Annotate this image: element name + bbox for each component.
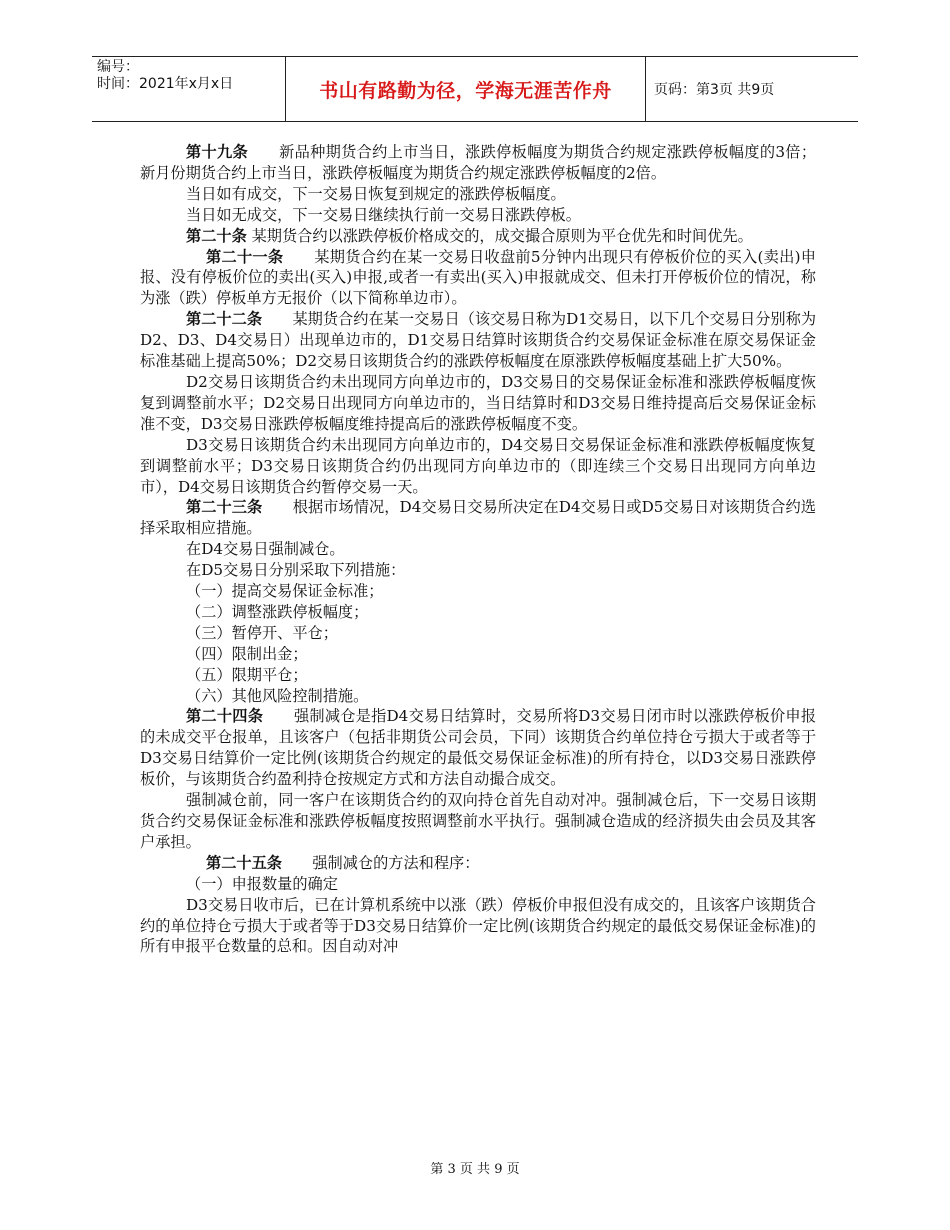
paragraph-text: 某期货合约在某一交易日（该交易日称为D1交易日，以下几个交易日分别称为D2、D3、D4交易日）出现单边市的，D1交易日结算时该期货合约交易保证金标准在原交易保证金标准基础上提高50%；D2交易日该期货合约的涨跌停板幅度在原涨跌停板幅度基础上扩大50%。 (140, 310, 817, 371)
paragraph-text: 当日如无成交，下一交易日继续执行前一交易日涨跌停板。 (186, 205, 581, 224)
paragraph-text: （一）提高交易保证金标准； (186, 582, 384, 601)
paragraph-text: 在D5交易日分别采取下列措施： (186, 561, 406, 580)
header-page-info: 页码：第3页 共9页 (654, 82, 775, 98)
body-paragraph (140, 560, 816, 581)
body-paragraph (140, 623, 816, 644)
body-paragraph (140, 665, 816, 686)
article-number: 第二十三条 (186, 498, 263, 517)
paragraph-text: 强制减仓前，同一客户在该期货合约的双向持仓首先自动对冲。强制减仓后，下一交易日该期货合约交易保证金标准和涨跌停板幅度按照调整前水平执行。强制减仓造成的经济损失由会员及其客户承担。 (140, 791, 816, 851)
article-paragraph (140, 142, 816, 184)
paragraph-text: （一）申报数量的确定 (186, 874, 338, 893)
article-paragraph (140, 309, 816, 372)
page-footer: 第 3 页 共 9 页 (430, 1162, 520, 1177)
paragraph-text: 根据市场情况，D4交易日交易所决定在D4交易日或D5交易日对该期货合约选择采取相应措施。 (140, 498, 816, 538)
body-paragraph (140, 184, 816, 205)
paragraph-text: 强制减仓的方法和程序： (281, 853, 480, 872)
body-paragraph (140, 539, 816, 560)
article-paragraph (140, 226, 816, 247)
paragraph-text: （二）调整涨跌停板幅度； (186, 602, 369, 621)
header-meta (92, 57, 285, 121)
body-paragraph (140, 644, 816, 665)
paragraph-text: 在D4交易日强制减仓。 (186, 540, 345, 559)
paragraph-text: （三）暂停开、平仓； (186, 623, 338, 642)
document-body (140, 142, 816, 957)
article-number: 第二十一条 (206, 247, 284, 266)
body-paragraph (140, 581, 816, 602)
paragraph-text: D3交易日该期货合约未出现同方向单边市的，D4交易日交易保证金标准和涨跌停板幅度恢复到调整前水平；D3交易日该期货合约仍出现同方向单边市的（即连续三个交易日出现同方向单边市），D4交易日该期货合约暂停交易一天。 (140, 435, 816, 496)
article-number: 第二十二条 (186, 310, 263, 329)
article-paragraph (140, 497, 816, 539)
body-paragraph (140, 602, 816, 623)
paragraph-text: （六）其他风险控制措施。 (186, 686, 369, 705)
article-number: 第十九条 (186, 143, 249, 161)
paragraph-text: 强制减仓是指D4交易日结算时，交易所将D3交易日闭市时以涨跌停板价申报的未成交平仓报单，且该客户（包括非期货公司会员，下同）该期货合约单位持仓亏损大于或者等于D3交易日结算价一定比例(该期货合约规定的最低交易保证金标准)的所有持仓，以D3交易日涨跌停板价，与该期货合约盈利持仓按规定方式和方法自动撮合成交。 (140, 707, 817, 789)
article-paragraph (140, 247, 816, 310)
paragraph-text: D3交易日收市后，已在计算机系统中以涨（跌）停板价申报但没有成交的，且该客户该期货合约的单位持仓亏损大于或者等于D3交易日结算价一定比例(该期货合约规定的最低交易保证金标准)的所有申报平仓数量的总和。因自动对冲 (140, 895, 816, 956)
body-paragraph (140, 686, 816, 707)
article-paragraph (140, 853, 816, 874)
page-header (92, 56, 858, 122)
body-paragraph (140, 790, 816, 853)
paragraph-text: 某期货合约在某一交易日收盘前5分钟内出现只有停板价位的买入(卖出)申报、没有停板价位的卖出(买入)申报,或者一有卖出(买入)申报就成交、但未打开停板价位的情况，称为涨（跌）停板单方无报价（以下简称单边市）。 (140, 247, 816, 308)
body-paragraph (140, 372, 816, 435)
article-number: 第二十五条 (206, 853, 282, 872)
paragraph-text: 某期货合约以涨跌停板价格成交的，成交撮合原则为平仓优先和时间优先。 (246, 226, 753, 245)
document-date-label: 时间：2021年x月x日 (97, 76, 234, 92)
header-motto: 书山有路勤为径，学海无涯苦作舟 (285, 57, 646, 121)
article-number: 第二十条 (186, 226, 247, 245)
article-number: 第二十四条 (186, 707, 264, 726)
paragraph-text: 当日如有成交，下一交易日恢复到规定的涨跌停板幅度。 (186, 184, 566, 203)
paragraph-text: （五）限期平仓； (186, 665, 308, 684)
paragraph-text: D2交易日该期货合约未出现同方向单边市的，D3交易日的交易保证金标准和涨跌停板幅度恢复到调整前水平；D2交易日出现同方向单边市的，当日结算时和D3交易日维持提高后交易保证金标准不变，D3交易日涨跌停板幅度维持提高后的涨跌停板幅度不变。 (140, 372, 816, 433)
body-paragraph (140, 895, 816, 958)
body-paragraph (140, 205, 816, 226)
paragraph-text: （四）限制出金； (186, 644, 308, 663)
paragraph-text: 新品种期货合约上市当日，涨跌停板幅度为期货合约规定涨跌停板幅度的3倍；新月份期货合约上市当日，涨跌停板幅度为期货合约规定涨跌停板幅度的2倍。 (140, 143, 817, 182)
body-paragraph (140, 874, 816, 895)
article-paragraph (140, 706, 816, 790)
document-number-label: 编号： (97, 59, 139, 75)
body-paragraph (140, 435, 816, 498)
